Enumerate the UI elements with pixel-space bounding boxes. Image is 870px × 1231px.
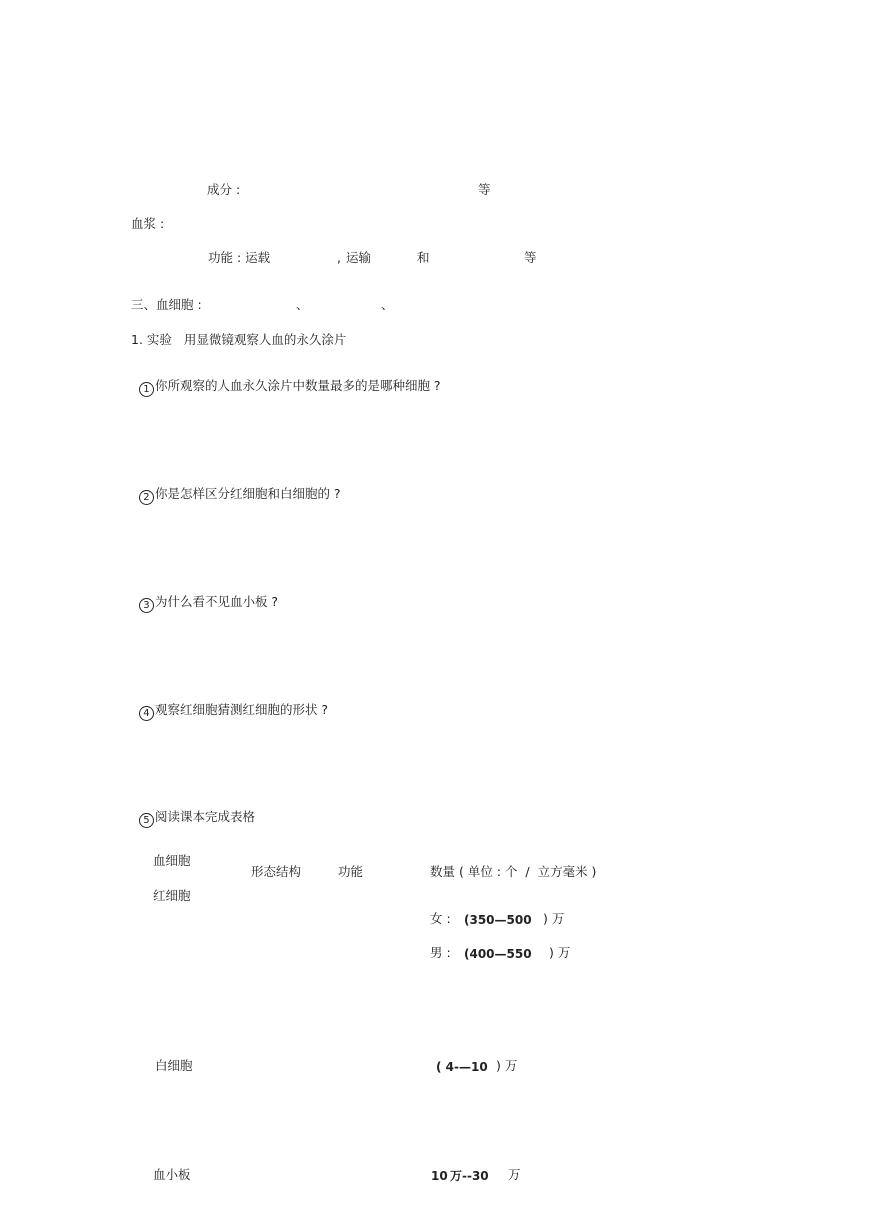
question-item [131,367,441,397]
question-item [131,475,341,505]
table-row-rbc-name: 红细胞 [153,888,191,903]
question-text: 观察红细胞猜测红细胞的形状 ? [154,701,329,717]
table-header-structure: 形态结构 [251,864,302,879]
plasma-and: 和 [417,250,430,265]
plasma-comma: , [337,250,341,265]
experiment-title: 1. 实验 用显微镜观察人血的永久涂片 [131,332,347,347]
section-three-separator: 、 [381,297,394,312]
section-three-separator: 、 [296,297,309,312]
question-number: 4 [139,706,154,721]
plasma-components-label: 成分 : [207,182,241,197]
question-number: 2 [139,490,154,505]
table-header-function: 功能 [338,864,364,879]
plasma-function-label: 功能 : 运载 [208,250,271,265]
question-text: 你所观察的人血永久涂片中数量最多的是哪种细胞 ? [154,377,441,393]
plasma-transport: 运输 [346,250,372,265]
rbc-female-value: (350—500 [464,913,532,927]
section-three-title: 三、血细胞 : [131,297,202,312]
plasma-title: 血浆 : [131,216,165,231]
platelet-value-b: 万--30 [450,1169,489,1183]
rbc-female-unit: ) 万 [543,911,565,926]
plasma-components-end: 等 [478,182,491,197]
platelet-value-a: 10 [431,1169,448,1183]
plasma-function-end: 等 [524,250,537,265]
wbc-value: ( 4-—10 [436,1060,488,1074]
rbc-male-label: 男 : [430,945,455,960]
question-item [131,583,278,613]
question-number: 5 [139,813,154,828]
table-row-platelet-name: 血小板 [153,1167,191,1182]
question-item [131,798,255,828]
table-header-quantity: 数量 ( 单位 : 个 / 立方毫米 ) [430,864,597,879]
question-text: 你是怎样区分红细胞和白细胞的 ? [154,485,341,501]
question-text: 阅读课本完成表格 [154,808,255,824]
question-number: 3 [139,598,154,613]
wbc-unit: ) 万 [496,1058,518,1073]
rbc-male-value: (400—550 [464,947,532,961]
rbc-male-unit: ) 万 [549,945,571,960]
table-row-wbc-name: 白细胞 [155,1058,193,1073]
question-number: 1 [139,382,154,397]
platelet-unit: 万 [508,1167,521,1182]
table-header-cell: 血细胞 [153,853,191,868]
question-text: 为什么看不见血小板 ? [154,593,279,609]
question-item [131,691,328,721]
rbc-female-label: 女 : [430,911,455,926]
